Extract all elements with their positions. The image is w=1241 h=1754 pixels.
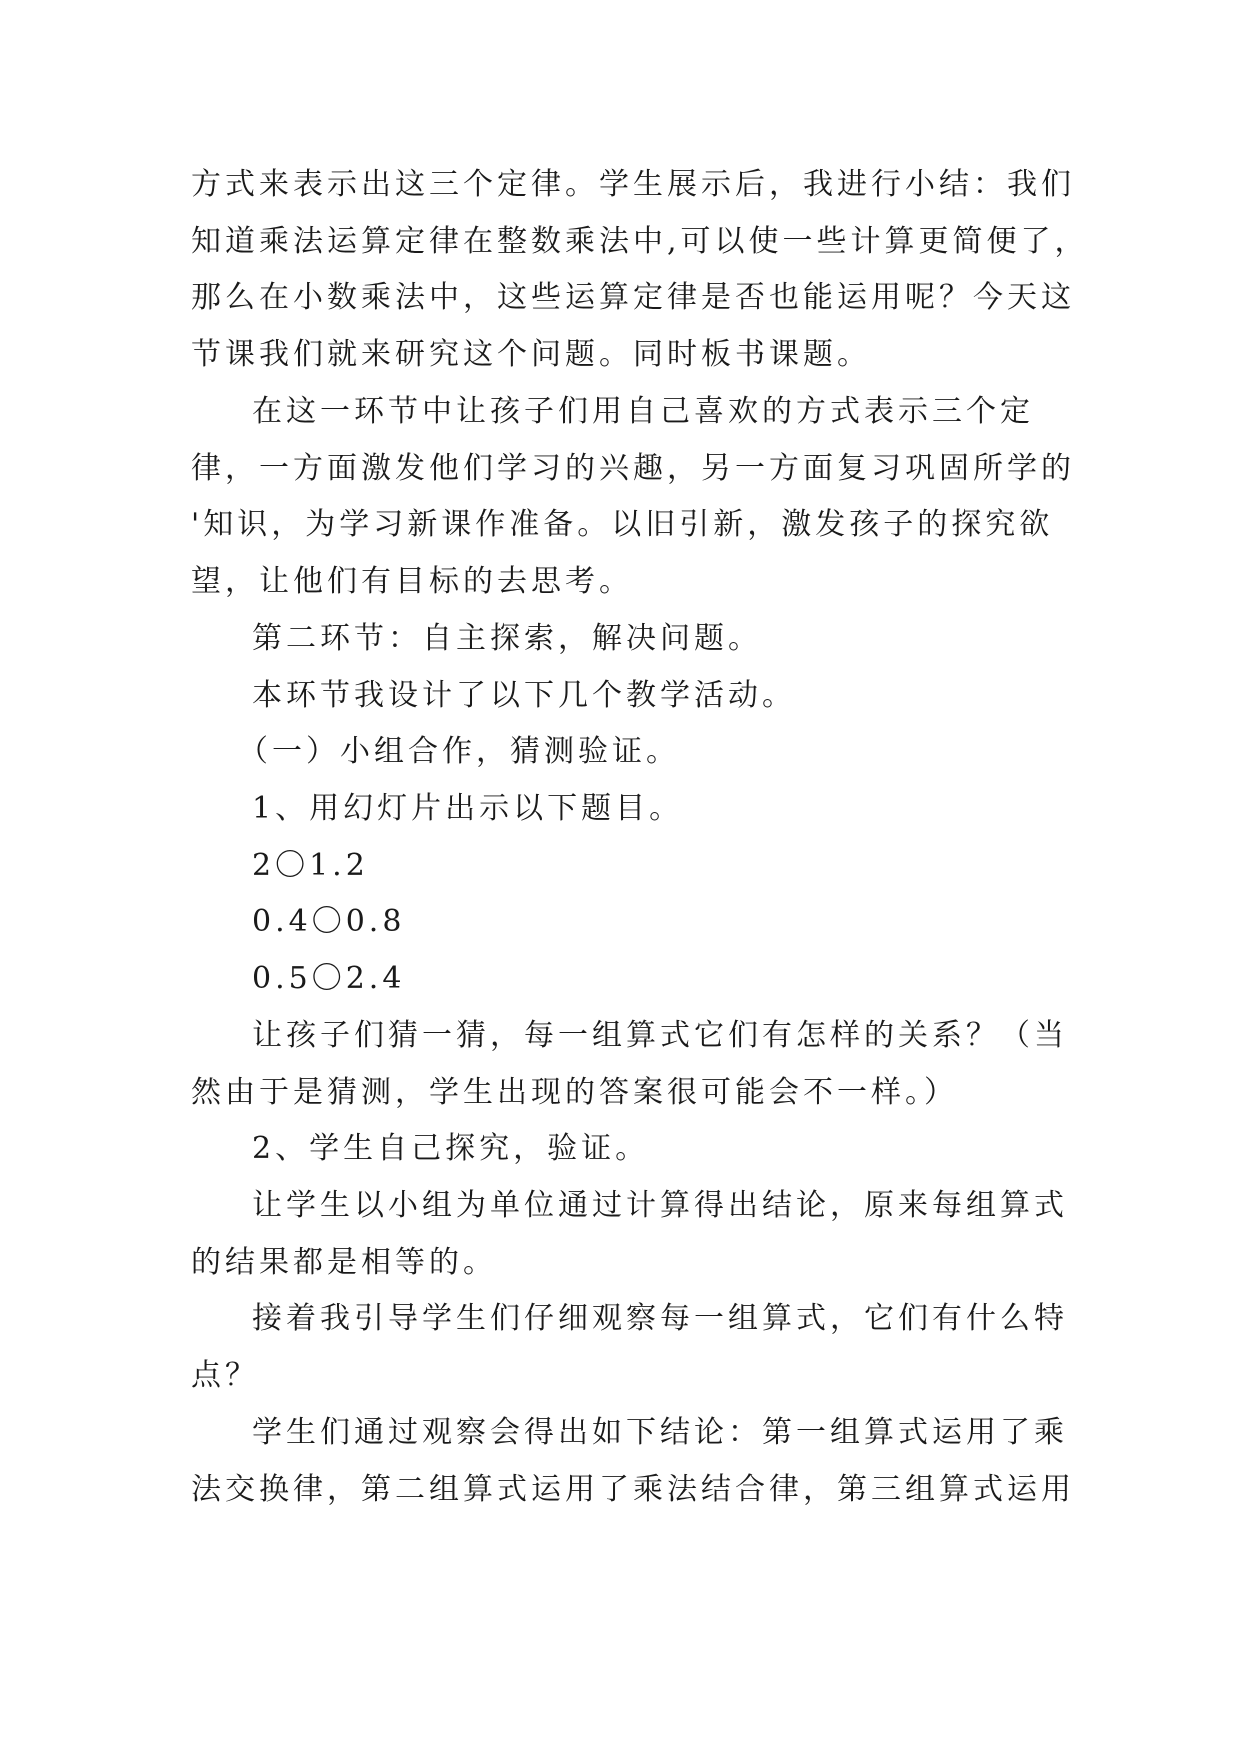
text-line: 律，一方面激发他们学习的兴趣，另一方面复习巩固所学的 xyxy=(191,451,1075,486)
text-line: 学生们通过观察会得出如下结论：第一组算式运用了乘 xyxy=(252,1415,1068,1450)
text-line: 方式来表示出这三个定律。学生展示后，我进行小结：我们 xyxy=(191,167,1075,202)
text-line: 节课我们就来研究这个问题。同时板书课题。 xyxy=(191,337,871,372)
text-line: 在这一环节中让孩子们用自己喜欢的方式表示三个定 xyxy=(252,394,1034,429)
text-line: 点？ xyxy=(191,1358,259,1393)
expression-line: 0.5〇2.4 xyxy=(252,961,406,996)
text-line: 知道乘法运算定律在整数乘法中,可以使一些计算更简便了， xyxy=(191,224,1089,259)
sub-heading: （一）小组合作，猜测验证。 xyxy=(238,734,680,769)
text-line: 2、学生自己探究，验证。 xyxy=(252,1131,650,1166)
text-line: 的结果都是相等的。 xyxy=(191,1245,497,1280)
text-line: 然由于是猜测，学生出现的答案很可能会不一样。） xyxy=(191,1075,958,1110)
text-line: '知识，为学习新课作准备。以旧引新，激发孩子的探究欲 xyxy=(191,507,1054,542)
expression-line: 0.4〇0.8 xyxy=(252,904,406,939)
expression-line: 2〇1.2 xyxy=(252,848,369,883)
text-line: 那么在小数乘法中，这些运算定律是否也能运用呢？今天这 xyxy=(191,280,1075,315)
text-line: 法交换律，第二组算式运用了乘法结合律，第三组算式运用 xyxy=(191,1472,1075,1507)
text-line: 本环节我设计了以下几个教学活动。 xyxy=(252,678,796,713)
text-line: 望，让他们有目标的去思考。 xyxy=(191,564,633,599)
section-heading: 第二环节：自主探索，解决问题。 xyxy=(252,621,762,656)
text-line: 接着我引导学生们仔细观察每一组算式，它们有什么特 xyxy=(252,1301,1068,1336)
text-line: 让孩子们猜一猜，每一组算式它们有怎样的关系？（当 xyxy=(252,1018,1068,1053)
text-line: 让学生以小组为单位通过计算得出结论，原来每组算式 xyxy=(252,1188,1068,1223)
text-line: 1、用幻灯片出示以下题目。 xyxy=(252,791,684,826)
